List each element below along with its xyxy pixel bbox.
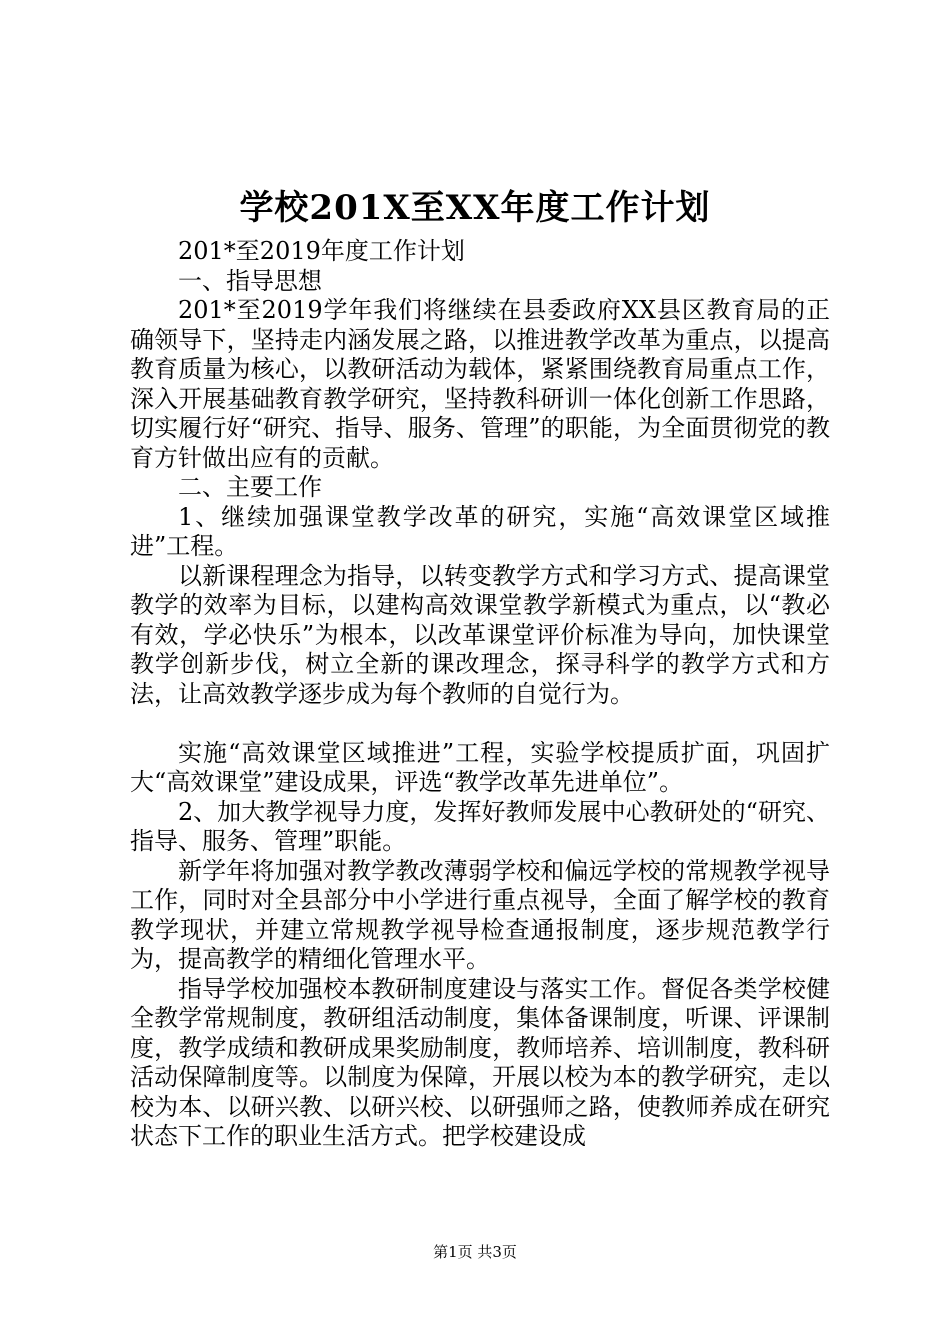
section-heading-guiding-ideology: 一、指导思想 bbox=[178, 266, 322, 295]
paragraph-school-research: 指导学校加强校本教研制度建设与落实工作。督促各类学校健全教学常规制度，教研组活动制度，集体备课制度，听课、评课制度，教学成绩和教研成果奖励制度，教师培养、培训制度，教科研活动保障制度等。以制度为保障，开展以校为本的教学研究，走以校为本、以研兴教、以研兴校、以研强师之路，使教师养成在研究状态下工作的职业生活方式。把学校建设成 bbox=[130, 974, 830, 1150]
document-body bbox=[130, 237, 830, 1152]
paragraph-efficient-classroom: 实施“高效课堂区域推进”工程，实验学校提质扩面，巩固扩大“高效课堂”建设成果，评选“教学改革先进单位”。 bbox=[130, 738, 830, 796]
work-item-1: 1、继续加强课堂教学改革的研究，实施“高效课堂区域推进”工程。 bbox=[130, 502, 830, 560]
section-heading-main-work: 二、主要工作 bbox=[178, 473, 322, 501]
document-title: 学校201X至XX年度工作计划 bbox=[239, 188, 711, 228]
page-footer: 第1页 共3页 bbox=[433, 1243, 517, 1261]
paragraph-inspection: 新学年将加强对教学教改薄弱学校和偏远学校的常规教学视导工作，同时对全县部分中小学进行重点视导，全面了解学校的教育教学现状，并建立常规教学视导检查通报制度，逐步规范教学行为，提高教学的精细化管理水平。 bbox=[130, 856, 830, 973]
paragraph-guiding-ideology: 201*至2019学年我们将继续在县委政府XX县区教育局的正确领导下，坚持走内涵发展之路，以推进教学改革为重点，以提高教育质量为核心，以教研活动为载体，紧紧围绕教育局重点工作，深入开展基础教育教学研究，坚持教科研训一体化创新工作思路，切实履行好“研究、指导、服务、管理”的职能，为全面贯彻党的教育方针做出应有的贡献。 bbox=[130, 296, 830, 472]
work-item-2: 2、加大教学视导力度，发挥好教师发展中心教研处的“研究、指导、服务、管理”职能。 bbox=[130, 797, 830, 855]
paragraph-subtitle: 201*至2019年度工作计划 bbox=[178, 237, 465, 265]
paragraph-new-curriculum: 以新课程理念为指导，以转变教学方式和学习方式、提高课堂教学的效率为目标，以建构高效课堂教学新模式为重点，以“教必有效，学必快乐”为根本，以改革课堂评价标准为导向，加快课堂教学创新步伐，树立全新的课改理念，探寻科学的教学方式和方法，让高效教学逐步成为每个教师的自觉行为。 bbox=[130, 561, 830, 708]
